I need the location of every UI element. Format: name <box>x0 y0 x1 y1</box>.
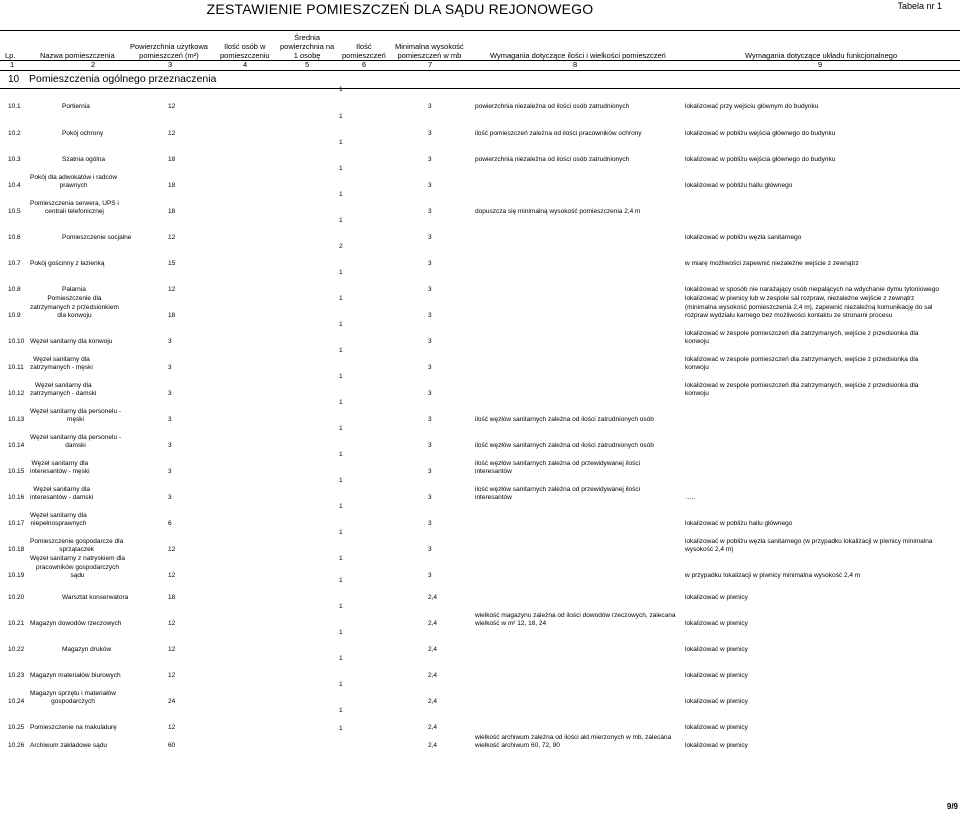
room-name: Węzeł sanitarny dla interesantów - męski <box>30 459 90 475</box>
size-requirement: ilość węzłów sanitarnych zależna od przewidywanej ilości interesantów <box>475 485 641 501</box>
functional-requirement: lokalizować przy wejściu głównym do budynku <box>685 103 819 110</box>
room-area: 12 <box>168 546 176 553</box>
row-number: 10.19 <box>8 572 25 579</box>
room-area: 18 <box>168 312 176 319</box>
room-area: 3 <box>168 442 172 449</box>
min-height: 2,4 <box>428 672 438 679</box>
room-area: 18 <box>168 156 176 163</box>
room-quantity: 1 <box>339 191 343 198</box>
row-number: 10.11 <box>8 364 24 371</box>
functional-requirement: lokalizować w piwnicy <box>685 724 748 731</box>
row-number: 10.14 <box>8 442 25 449</box>
room-area: 3 <box>168 338 172 345</box>
room-name: Węzeł sanitarny dla zatrzymanych - damski <box>30 381 97 397</box>
min-height: 2,4 <box>428 594 438 601</box>
size-requirement: wielkość archiwum zależna od ilości akt mierzonych w mb, zalecana wielkość archiwum 60, 72, 90 <box>475 733 672 749</box>
room-quantity: 2 <box>339 243 343 250</box>
room-name: Szatnia ogólna <box>62 156 106 163</box>
room-quantity: 1 <box>339 321 343 328</box>
room-quantity: 1 <box>339 347 343 354</box>
row-number: 10.26 <box>8 742 25 749</box>
room-area: 12 <box>168 620 176 627</box>
min-height: 2,4 <box>428 742 438 749</box>
room-area: 12 <box>168 130 176 137</box>
min-height: 3 <box>428 130 432 137</box>
room-area: 6 <box>168 520 172 527</box>
row-number: 10.5 <box>8 208 21 215</box>
room-area: 3 <box>168 494 172 501</box>
col-number-5: 5 <box>305 60 310 69</box>
room-name: Warsztat konserwatora <box>62 594 129 601</box>
room-name: Magazyn materiałów biurowych <box>30 672 121 679</box>
min-height: 2,4 <box>428 646 438 653</box>
room-area: 18 <box>168 208 176 215</box>
row-number: 10.13 <box>8 416 25 423</box>
min-height: 3 <box>428 468 432 475</box>
size-requirement: ilość węzłów sanitarnych zależna od przewidywanej ilości interesantów <box>475 459 641 475</box>
header-height: Minimalna wysokość pomieszczeń w mb <box>395 42 464 60</box>
room-quantity: 1 <box>339 113 343 120</box>
room-quantity: 1 <box>339 165 343 172</box>
room-quantity: 1 <box>339 217 343 224</box>
room-area: 3 <box>168 364 172 371</box>
room-name: Węzeł sanitarny dla interesantów - damski <box>30 485 94 501</box>
room-quantity: 1 <box>339 399 343 406</box>
functional-requirement: lokalizować w pobliżu hallu głównego <box>685 182 793 189</box>
row-number: 10.18 <box>8 546 25 553</box>
room-area: 18 <box>168 594 176 601</box>
row-number: 10.17 <box>8 520 25 527</box>
room-quantity: 1 <box>339 555 343 562</box>
room-quantity: 1 <box>339 477 343 484</box>
table-number: Tabela nr 1 <box>897 1 942 11</box>
row-number: 10.7 <box>8 260 21 267</box>
functional-requirement: lokalizować w piwnicy <box>685 620 748 627</box>
room-name: Węzeł sanitarny dla personelu - damski <box>30 433 122 449</box>
row-number: 10.6 <box>8 234 21 241</box>
functional-requirement: lokalizować w piwnicy <box>685 646 748 653</box>
room-quantity: 1 <box>339 707 343 714</box>
room-area: 12 <box>168 646 176 653</box>
min-height: 3 <box>428 364 432 371</box>
size-requirement: ilość węzłów sanitarnych zależna od ilości zatrudnionych osób <box>475 416 654 423</box>
room-name: Magazyn sprzętu i materiałów gospodarczych <box>30 689 116 705</box>
functional-requirement: lokalizować w pobliżu wejścia głównego do budynku <box>685 156 836 163</box>
row-number: 10.25 <box>8 724 25 731</box>
header-functional: Wymagania dotyczące układu funkcjonalnego <box>745 51 898 60</box>
room-quantity: 1 <box>339 655 343 662</box>
room-name: Portiernia <box>62 103 90 110</box>
functional-requirement: lokalizować w zespole pomieszczeń dla zatrzymanych, wejście z przedsionka dla konwoju <box>685 355 919 371</box>
functional-requirement: lokalizować w pobliżu hallu głównego <box>685 520 793 527</box>
row-number: 10.16 <box>8 494 25 501</box>
room-area: 24 <box>168 698 176 705</box>
min-height: 3 <box>428 156 432 163</box>
room-name: Węzeł sanitarny dla personelu - męski <box>30 407 122 423</box>
min-height: 3 <box>428 494 432 501</box>
room-area: 12 <box>168 724 176 731</box>
document-title: ZESTAWIENIE POMIESZCZEŃ DLA SĄDU REJONOWEGO <box>206 1 594 17</box>
room-area: 12 <box>168 572 176 579</box>
room-quantity: 1 <box>339 295 343 302</box>
min-height: 2,4 <box>428 620 438 627</box>
room-quantity: 1 <box>339 681 343 688</box>
row-number: 10.20 <box>8 594 25 601</box>
room-quantity: 1 <box>339 425 343 432</box>
functional-requirement: lokalizować w zespole pomieszczeń dla zatrzymanych, wejście z przedsionka dla konwoju <box>685 329 919 345</box>
room-quantity: 1 <box>339 603 343 610</box>
min-height: 2,4 <box>428 724 438 731</box>
header-area: Powierzchnia użytkowa pomieszczeń (m²) <box>130 42 208 60</box>
row-number: 10.10 <box>8 338 25 345</box>
room-name: Pomieszczenie na makulaturę <box>30 724 117 731</box>
col-number-8: 8 <box>573 60 578 69</box>
size-requirement: powierzchnia niezależna od ilości osób zatrudnionych <box>475 156 630 163</box>
row-number: 10.4 <box>8 182 21 189</box>
row-number: 10.2 <box>8 130 21 137</box>
size-requirement: powierzchnia niezależna od ilości osób zatrudnionych <box>475 103 630 110</box>
room-name: Archiwum zakładowe sądu <box>30 742 107 749</box>
page-number: 9/9 <box>946 802 958 811</box>
min-height: 3 <box>428 338 432 345</box>
room-quantity: 1 <box>339 451 343 458</box>
section-title: Pomieszczenia ogólnego przeznaczenia <box>29 73 217 85</box>
row-number: 10.3 <box>8 156 21 163</box>
col-number-2: 2 <box>91 60 96 69</box>
room-name: Węzeł sanitarny dla zatrzymanych - męski <box>30 355 93 371</box>
row-number: 10.9 <box>8 312 21 319</box>
room-area: 3 <box>168 390 172 397</box>
min-height: 3 <box>428 286 432 293</box>
room-quantity: 1 <box>339 269 343 276</box>
room-area: 18 <box>168 182 176 189</box>
row-number: 10.1 <box>8 103 21 110</box>
room-name: Pomieszczenia serwera, UPS i centrali telefonicznej <box>30 199 119 215</box>
header-name: Nazwa pomieszczenia <box>40 51 115 60</box>
room-area: 60 <box>168 742 176 749</box>
min-height: 3 <box>428 260 432 267</box>
min-height: 3 <box>428 390 432 397</box>
row-number: 10.22 <box>8 646 25 653</box>
header-qty: Ilość pomieszczeń <box>342 42 386 60</box>
column-numbers-rule <box>0 70 960 71</box>
room-quantity: 1 <box>339 529 343 536</box>
room-quantity: 1 <box>339 503 343 510</box>
room-name: Pokój gościnny z łazienką <box>30 260 105 267</box>
min-height: 3 <box>428 312 432 319</box>
room-name: Węzeł sanitarny dla konwoju <box>30 338 113 345</box>
min-height: 3 <box>428 442 432 449</box>
room-name: Pokój dla adwokatów i radców prawnych <box>30 173 118 189</box>
col-number-3: 3 <box>168 60 173 69</box>
functional-requirement: lokalizować w pobliżu węzła sanitarnego (w przypadku lokalizacji w piwnicy minimalna wysokość 2,4 m) <box>685 537 933 553</box>
row-number: 10.8 <box>8 286 21 293</box>
size-requirement: wielkość magazynu zależna od ilości dowodów rzeczowych, zalecana wielkość w m² 12, 18, 24 <box>475 611 676 627</box>
col-number-4: 4 <box>243 60 248 69</box>
functional-requirement: lokalizować w piwnicy <box>685 698 748 705</box>
min-height: 3 <box>428 208 432 215</box>
room-area: 3 <box>168 416 172 423</box>
size-requirement: dopuszcza się minimalną wysokość pomieszczenia 2,4 m <box>475 208 641 215</box>
row-number: 10.23 <box>8 672 25 679</box>
col-number-7: 7 <box>428 60 433 69</box>
functional-requirement: lokalizować w piwnicy <box>685 594 748 601</box>
row-number: 10.24 <box>8 698 25 705</box>
room-area: 3 <box>168 468 172 475</box>
room-area: 12 <box>168 103 176 110</box>
section-number: 10 <box>8 74 20 85</box>
functional-requirement: lokalizować w sposób nie narażający osób niepalących na wdychanie dymu tytoniowego <box>685 286 940 293</box>
room-area: 12 <box>168 672 176 679</box>
min-height: 3 <box>428 546 432 553</box>
min-height: 3 <box>428 234 432 241</box>
functional-requirement: lokalizować w piwnicy lub w zespole sal rozpraw, niezależne wejście z zewnątrz (minimalna wysokość pomieszczenia 2,4 m), zapewnić niezależną komunikację do sal rozpraw wydziału karnego bez możliwości kontaktu ze stronami procesu <box>685 295 933 319</box>
header-bottom-rule <box>0 60 960 61</box>
room-name: Palarnia <box>62 286 86 293</box>
functional-requirement: ….. <box>685 494 696 501</box>
room-name: Magazyn druków <box>62 646 112 653</box>
room-area: 15 <box>168 260 176 267</box>
size-requirement: ilość pomieszczeń zależna od ilości pracowników ochrony <box>475 130 642 137</box>
functional-requirement: w miarę możliwości zapewnić niezależne wejście z zewnątrz <box>685 260 859 267</box>
room-quantity: 1 <box>339 139 343 146</box>
functional-requirement: lokalizować w piwnicy <box>685 672 748 679</box>
room-name: Pomieszczenie dla zatrzymanych z przedsionkiem dla konwoju <box>30 295 119 319</box>
min-height: 3 <box>428 416 432 423</box>
room-area: 12 <box>168 286 176 293</box>
room-name: Węzeł sanitarny dla niepełnosprawnych <box>30 511 87 527</box>
header-requirements: Wymagania dotyczące ilości i wielkości pomieszczeń <box>490 51 666 60</box>
room-name: Magazyn dowodów rzeczowych <box>30 620 122 627</box>
header-top-rule <box>0 30 960 31</box>
min-height: 3 <box>428 103 432 110</box>
room-area: 12 <box>168 234 176 241</box>
room-name: Pokój ochrony <box>62 130 104 137</box>
room-quantity: 1 <box>339 577 343 584</box>
row-number: 10.12 <box>8 390 25 397</box>
col-number-1: 1 <box>10 60 15 69</box>
room-quantity: 1 <box>339 725 343 732</box>
functional-requirement: lokalizować w pobliżu wejścia głównego do budynku <box>685 130 836 137</box>
size-requirement: ilość węzłów sanitarnych zależna od ilości zatrudnionych osób <box>475 442 654 449</box>
functional-requirement: lokalizować w pobliżu węzła sanitarnego <box>685 234 802 241</box>
room-name: Pomieszczenie gospodarcze dla sprzątaczek <box>30 537 124 553</box>
header-persons: Ilość osób w pomieszczeniu <box>220 42 270 60</box>
room-name: Węzeł sanitarny z natryskiem dla pracowników gospodarczych sądu <box>30 555 126 579</box>
section-rule <box>0 88 960 89</box>
min-height: 3 <box>428 182 432 189</box>
room-quantity: 1 <box>339 629 343 636</box>
col-number-6: 6 <box>362 60 367 69</box>
room-quantity: 1 <box>339 86 343 93</box>
min-height: 3 <box>428 520 432 527</box>
functional-requirement: w przypadku lokalizacji w piwnicy minimalna wysokość 2,4 m <box>685 572 861 579</box>
header-avg-area: Średnia powierzchnia na 1 osobę <box>280 33 335 60</box>
room-quantity: 1 <box>339 373 343 380</box>
header-lp: Lp. <box>5 51 16 60</box>
row-number: 10.21 <box>8 620 25 627</box>
room-name: Pomieszczenie socjalne <box>62 234 132 241</box>
functional-requirement: lokalizować w piwnicy <box>685 742 748 749</box>
min-height: 3 <box>428 572 432 579</box>
min-height: 2,4 <box>428 698 438 705</box>
functional-requirement: lokalizować w zespole pomieszczeń dla zatrzymanych, wejście z przedsionka dla konwoju <box>685 381 919 397</box>
col-number-9: 9 <box>818 60 823 69</box>
row-number: 10.15 <box>8 468 25 475</box>
